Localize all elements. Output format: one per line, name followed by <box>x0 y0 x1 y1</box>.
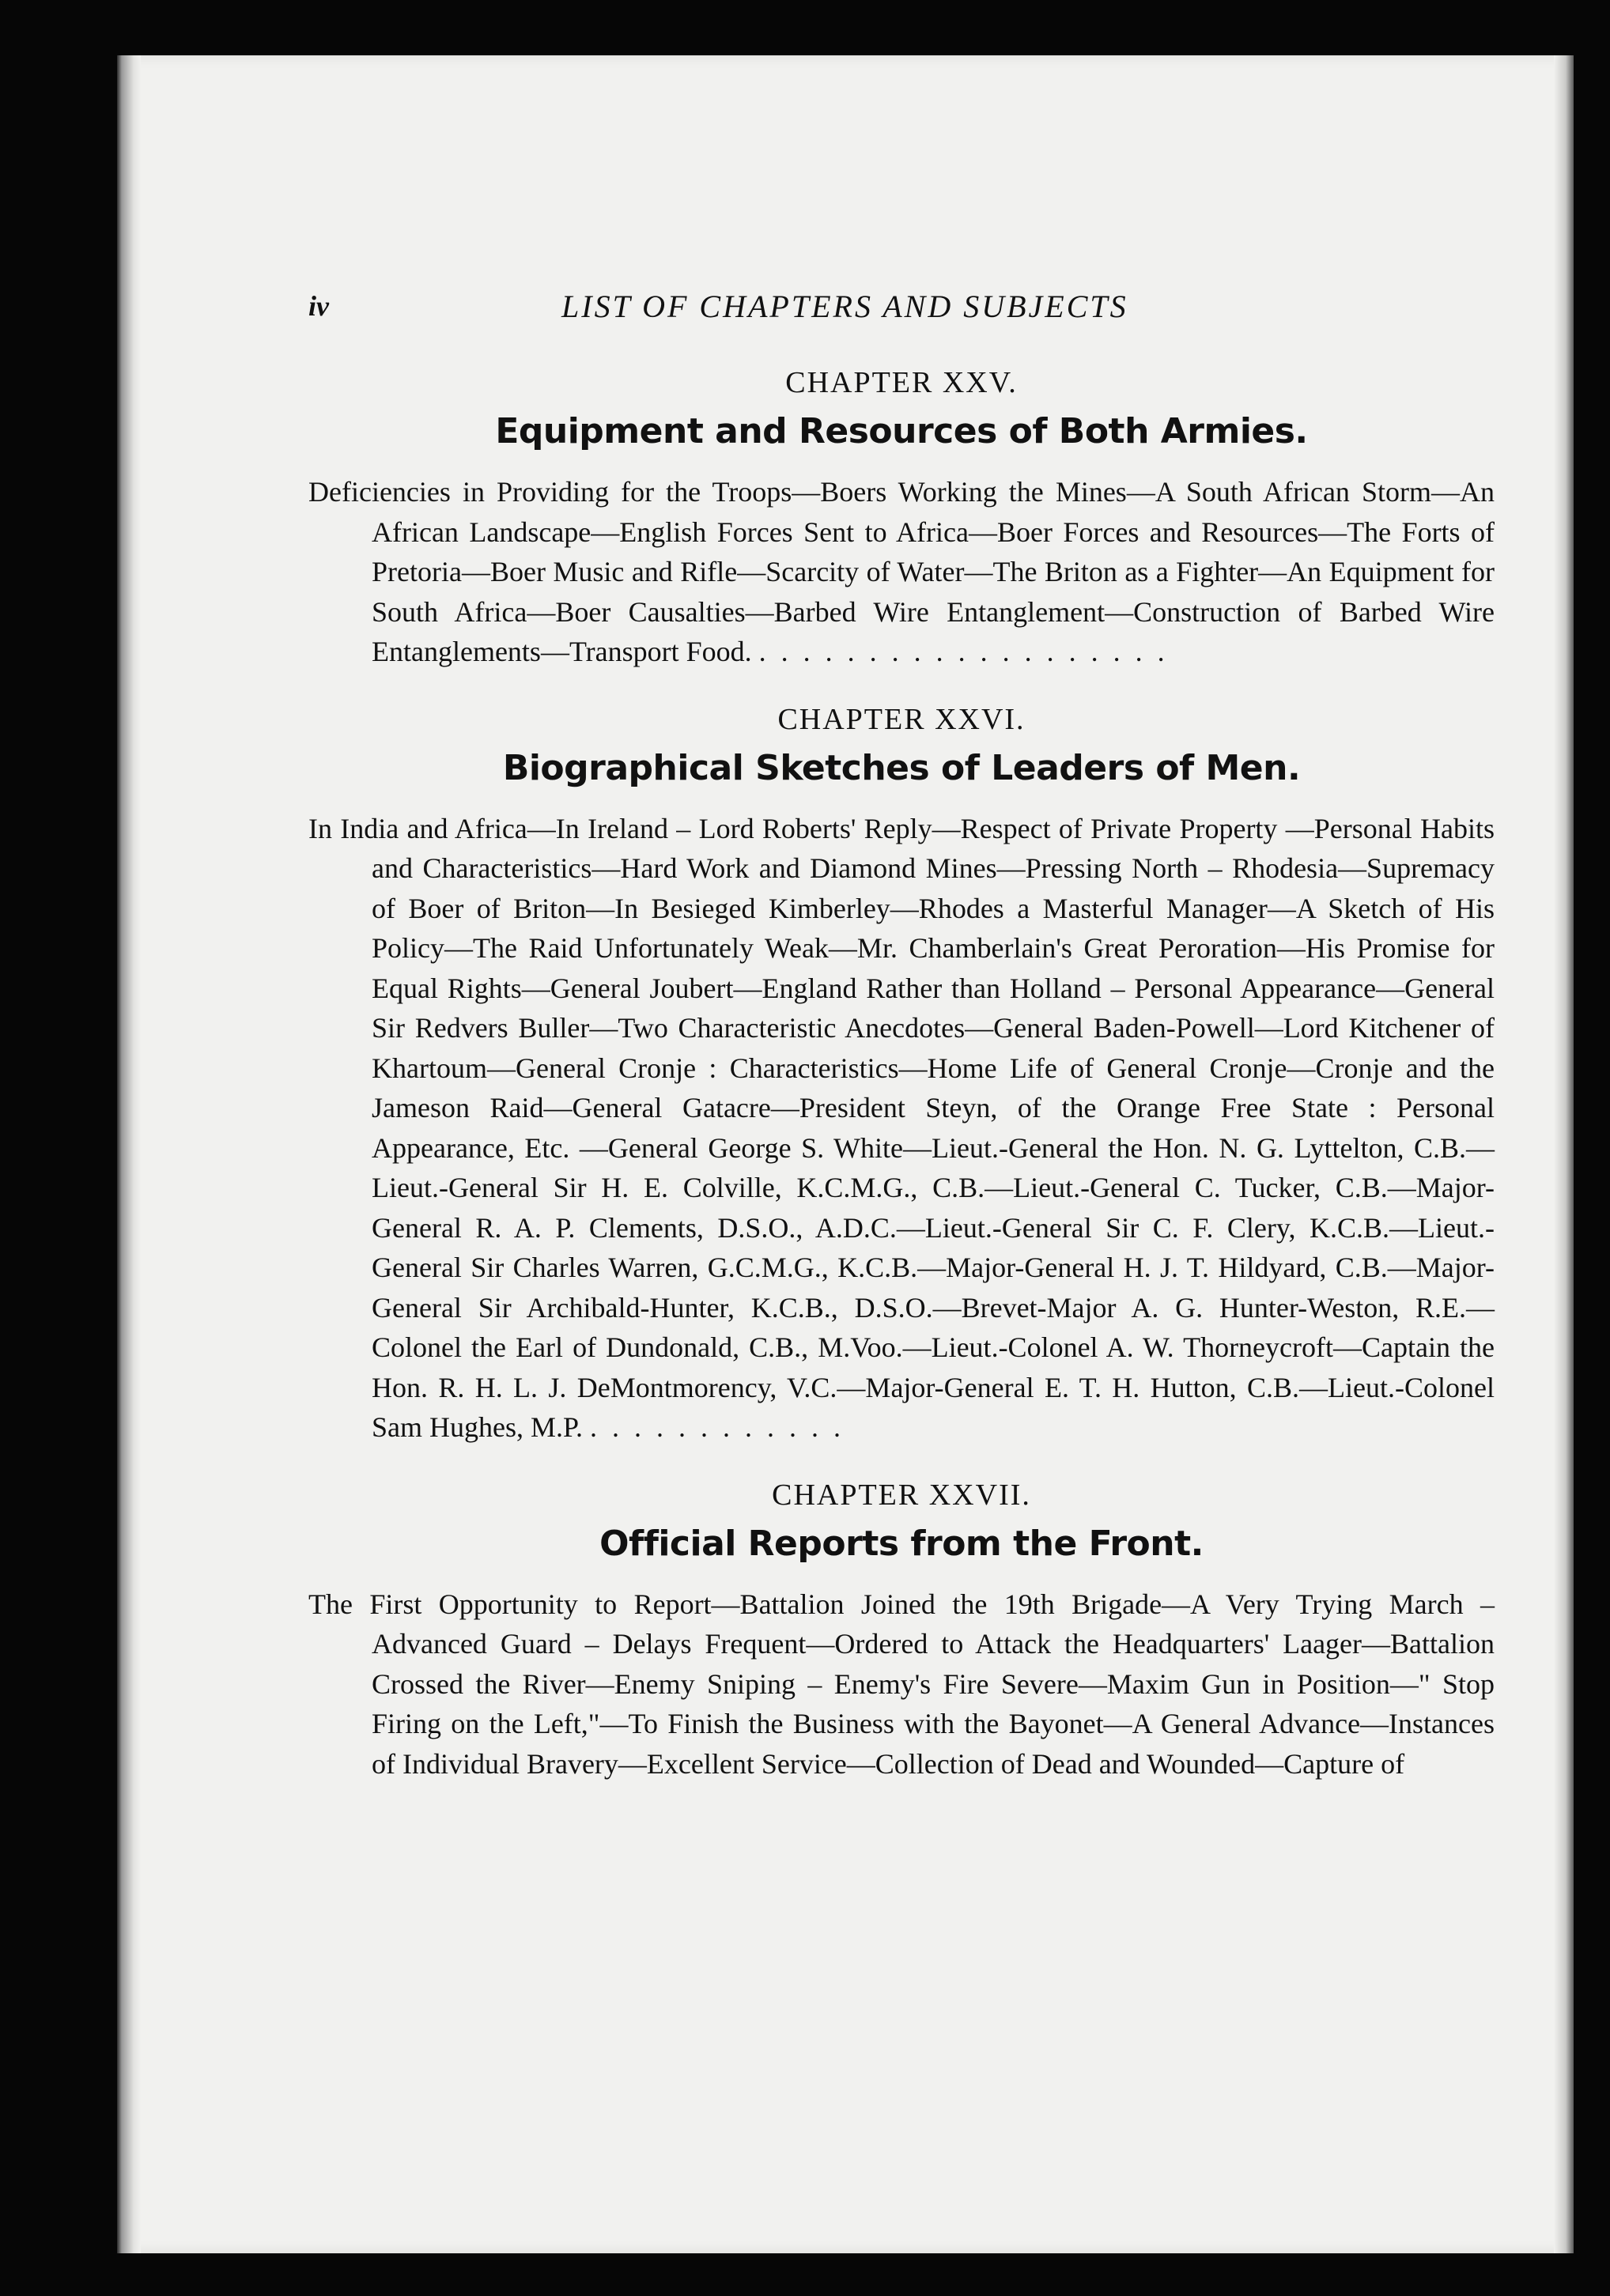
chapter-title: Official Reports from the Front. <box>599 1523 1204 1564</box>
page-number: iv <box>308 290 329 322</box>
chapter-title: Equipment and Resources of Both Armies. <box>495 411 1308 451</box>
page-right-edge <box>1554 55 1574 2253</box>
running-head: LIST OF CHAPTERS AND SUBJECTS <box>561 289 1128 324</box>
chapter-26 <box>308 702 1495 1448</box>
chapter-title: Biographical Sketches of Leaders of Men. <box>502 747 1301 788</box>
page-header <box>308 285 1495 335</box>
chapter-number: CHAPTER XXVI. <box>777 702 1026 736</box>
chapter-summary-text: The First Opportunity to Report—Battalion Joined the 19th Brigade—A Very Trying March – Advanced Guard – Delays Frequent—Ordered to Attack the Headquarters' Laager—Battalion Crossed the River—Enemy Sniping – Enemy's Fire Severe—Maxim Gun in Position—" Stop Firing on the Left,"—To Finish the Business with the Bayonet—A General Advance—Instances of Individual Bravery—Excellent Service—Collection of Dead and Wounded—Capture of <box>308 1588 1495 1780</box>
chapter-27 <box>308 1478 1495 1784</box>
chapter-number: CHAPTER XXVII. <box>772 1478 1031 1512</box>
dot-leaders: ................... <box>758 636 1180 667</box>
page-binding-edge <box>117 55 141 2253</box>
page-content <box>308 285 1495 1784</box>
dot-leaders: ............ <box>590 1411 856 1443</box>
chapter-summary <box>308 472 1495 672</box>
chapter-summary-text: Deficiencies in Providing for the Troops—Boers Working the Mines—A South African Storm—An African Landscape—English Forces Sent to Africa—Boer Forces and Resources—The Forts of Pretoria—Boer Music and Rifle—Scarcity of Water—The Briton as a Fighter—An Equipment for South Africa—Boer Causalties—Barbed Wire Entanglement—Construction of Barbed Wire Entanglements—Transport Food. <box>308 476 1495 667</box>
chapter-summary-text: In India and Africa—In Ireland – Lord Roberts' Reply—Respect of Private Property —Personal Habits and Characteristics—Hard Work and Diamond Mines—Pressing North – Rhodesia—Supremacy of Boer of Briton—In Besieged Kimberley—Rhodes a Masterful Manager—A Sketch of His Policy—The Raid Unfortunately Weak—Mr. Chamberlain's Great Peroration—His Promise for Equal Rights—General Joubert—England Rather than Holland – Personal Appearance—General Sir Redvers Buller—Two Characteristic Anecdotes—General Baden-Powell—Lord Kitchener of Khartoum—General Cronje : Characteristics—Home Life of General Cronje—Cronje and the Jameson Raid—General Gatacre—President Steyn, of the Orange Free State : Personal Appearance, Etc. —General George S. White—Lieut.-General the Hon. N. G. Lyttelton, C.B.—Lieut.-General Sir H. E. Colville, K.C.M.G., C.B.—Lieut.-General C. Tucker, C.B.—Major-General R. A. P. Clements, D.S.O., A.D.C.—Lieut.-General Sir C. F. Clery, K.C.B.—Lieut.-General Sir Charles Warren, G.C.M.G., K.C.B.—Major-General H. J. T. Hildyard, C.B.—Major-General Sir Archibald-Hunter, K.C.B., D.S.O.—Brevet-Major A. G. Hunter-Weston, R.E.—Colonel the Earl of Dundonald, C.B., M.Voo.—Lieut.-Colonel A. W. Thorneycroft—Captain the Hon. R. H. L. J. DeMontmorency, V.C.—Major-General E. T. H. Hutton, C.B.—Lieut.-Colonel Sam Hughes, M.P. <box>308 812 1495 1443</box>
chapter-25 <box>308 365 1495 672</box>
chapter-summary <box>308 1584 1495 1784</box>
chapter-number: CHAPTER XXV. <box>785 366 1018 399</box>
chapter-summary <box>308 809 1495 1448</box>
